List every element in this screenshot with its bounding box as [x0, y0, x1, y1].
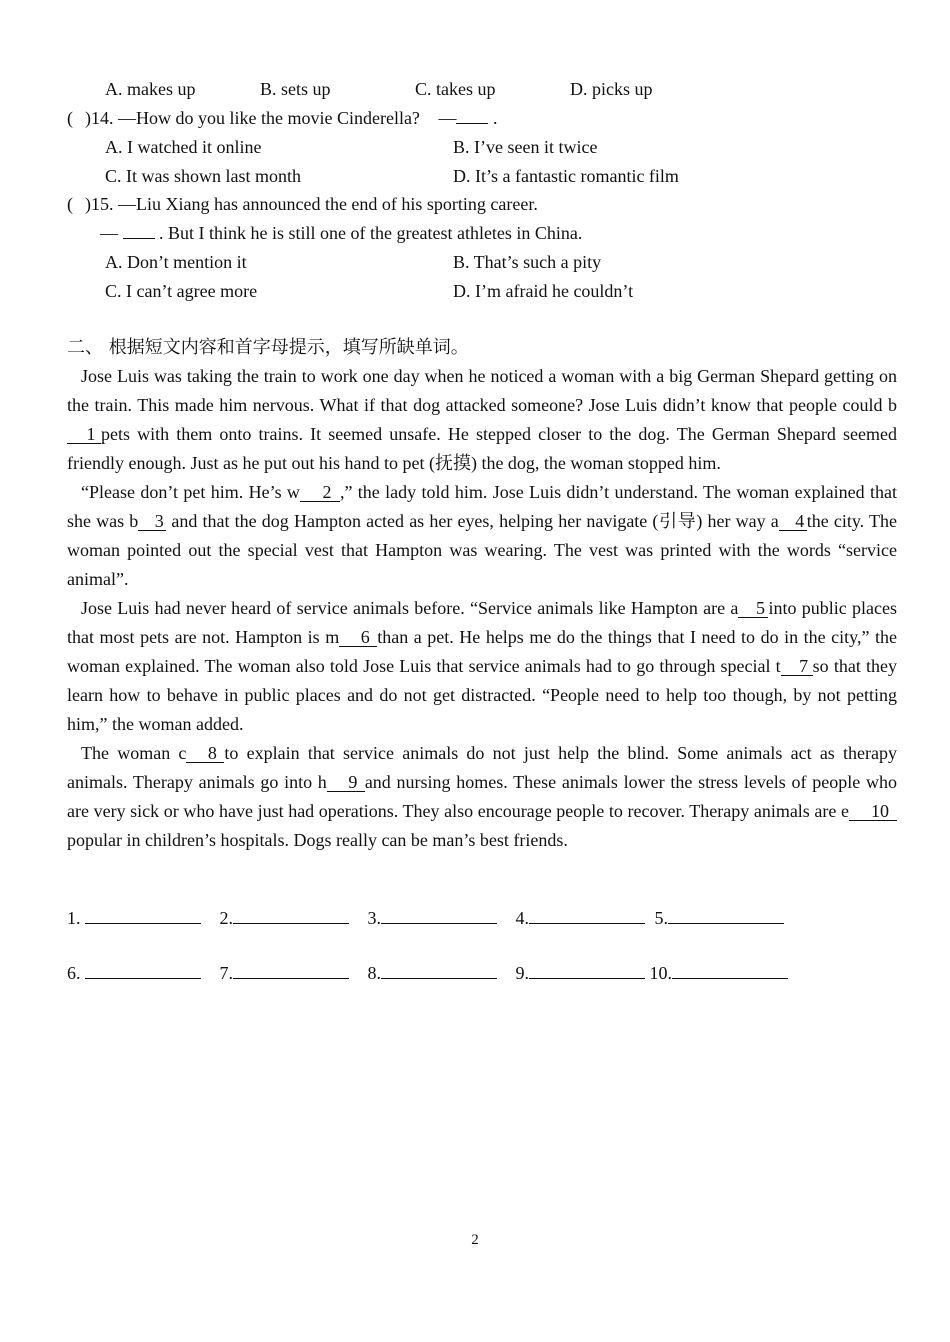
answer-line-1[interactable] — [85, 908, 201, 924]
q15-answer-blank[interactable] — [123, 238, 155, 239]
section-2-title: 二、 根据短文内容和首字母提示，填写所缺单词。 — [67, 337, 469, 358]
passage-paragraph-2: “Please don’t pet him. He’s w 2 ,” the lady told him. Jose Luis didn’t understand. The woman explained that she was b 3 and that the dog Hampton acted as her eyes, helping her navigate (引导) her way a 4 the city. The woman pointed out the special vest that Hampton was wearing. The vest was printed with the words “service animal”. — [67, 482, 897, 589]
q14-option-b: B. I’ve seen it twice — [453, 137, 598, 157]
question-15 — [67, 193, 538, 215]
passage-blank-6[interactable]: 6 — [339, 628, 377, 647]
answer-line-10[interactable] — [672, 963, 788, 979]
passage-paragraph-4: The woman c 8 to explain that service animals do not just help the blind. Some animals act as therapy animals. Therapy animals go into h 9 and nursing homes. These animals lower the stress levels of people who are very sick or who have just had operations. They also encourage people to recover. Therapy animals are e 10popular in children’s hospitals. Dogs really can be man’s best friends. — [67, 743, 897, 850]
passage-blank-4[interactable]: 4 — [779, 512, 807, 531]
q14-text: )14. —How do you like the movie Cinderella? — [85, 108, 420, 128]
answer-line-9[interactable] — [529, 963, 645, 979]
q13-option-a: A. makes up — [105, 79, 196, 99]
passage-blank-1[interactable]: 1 — [67, 425, 101, 444]
passage-blank-2[interactable]: 2 — [300, 483, 340, 502]
passage-blank-8[interactable]: 8 — [186, 744, 224, 763]
answer-line-3[interactable] — [381, 908, 497, 924]
answer-item: 10. — [650, 963, 789, 984]
answer-line-6[interactable] — [85, 963, 201, 979]
q14-paren: ( — [67, 108, 73, 128]
q13-option-b: B. sets up — [260, 79, 331, 99]
answer-item: 8. — [368, 963, 498, 984]
q15-text: )15. —Liu Xiang has announced the end of his sporting career. — [85, 194, 538, 214]
q15-option-b: B. That’s such a pity — [453, 252, 602, 272]
passage-paragraph-1: Jose Luis was taking the train to work one day when he noticed a woman with a big German Shepard getting on the train. This made him nervous. What if that dog attacked someone? Jose Luis didn’t know that people could b1 pets with them onto trains. It seemed unsafe. He stepped closer to the dog. The German Shepard seemed friendly enough. Just as he put out his hand to pet (抚摸) the dog, the woman stopped him. — [67, 366, 897, 473]
passage-blank-9[interactable]: 9 — [327, 773, 365, 792]
q15-response-line — [100, 222, 582, 244]
q13-option-c: C. takes up — [415, 79, 496, 99]
answer-line-7[interactable] — [233, 963, 349, 979]
answer-line-4[interactable] — [529, 908, 645, 924]
q14-option-a: A. I watched it online — [105, 137, 262, 157]
passage-blank-3[interactable]: 3 — [138, 512, 166, 531]
q15-option-d: D. I’m afraid he couldn’t — [453, 281, 634, 301]
answer-item: 6. — [67, 963, 201, 984]
q15-option-c: C. I can’t agree more — [105, 281, 258, 301]
q15-line2-lead: — — [100, 223, 118, 243]
page-number: 2 — [471, 1232, 479, 1248]
passage-blank-7[interactable]: 7 — [781, 657, 813, 676]
q14-option-c: C. It was shown last month — [105, 166, 301, 186]
q15-option-a: A. Don’t mention it — [105, 252, 247, 272]
answer-line-5[interactable] — [668, 908, 784, 924]
question-14 — [67, 107, 497, 129]
q14-answer-blank[interactable] — [456, 123, 488, 124]
q14-option-d: D. It’s a fantastic romantic film — [453, 166, 679, 186]
answer-row-2 — [67, 963, 802, 984]
q13-option-d: D. picks up — [570, 79, 653, 99]
passage-blank-10[interactable]: 10 — [849, 802, 897, 821]
answer-line-8[interactable] — [381, 963, 497, 979]
answer-item: 2. — [220, 908, 350, 929]
q15-paren: ( — [67, 194, 73, 214]
answer-item: 9. — [516, 963, 646, 984]
q15-line2-rest: . But I think he is still one of the greatest athletes in China. — [159, 223, 583, 243]
passage-paragraph-3: Jose Luis had never heard of service animals before. “Service animals like Hampton are a 5 into public places that most pets are not. Hampton is m 6 than a pet. He helps me do the things that I need to do in the city,” the woman explained. The woman also told Jose Luis that service animals had to go through special t 7 so that they learn how to behave in public places and do not get distracted. “People need to help too though, by not petting him,” the woman added. — [67, 598, 898, 734]
q14-answer-end: . — [492, 108, 498, 128]
q14-answer-lead: — — [438, 108, 457, 128]
passage — [67, 362, 897, 855]
answer-item: 5. — [655, 908, 785, 929]
passage-blank-5[interactable]: 5 — [738, 599, 768, 618]
answer-item: 1. — [67, 908, 201, 929]
answer-item: 4. — [516, 908, 646, 929]
answer-line-2[interactable] — [233, 908, 349, 924]
answer-item: 7. — [220, 963, 350, 984]
answer-row-1 — [67, 908, 798, 929]
answer-item: 3. — [368, 908, 498, 929]
